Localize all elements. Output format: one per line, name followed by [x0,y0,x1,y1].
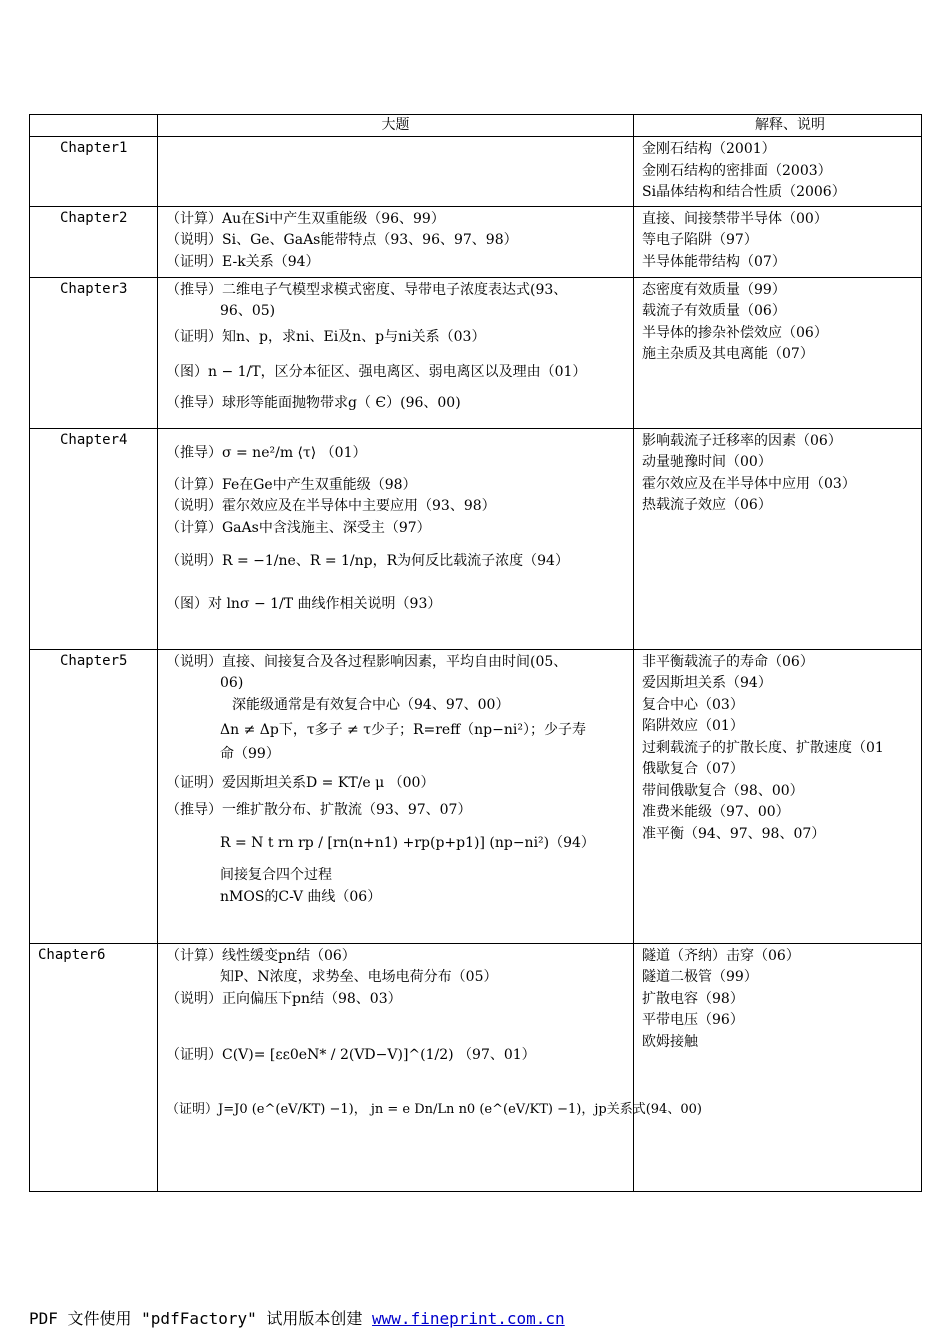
note-item: 隧道二极管（99） [642,969,758,985]
notes-cell [634,137,922,207]
question-item: 命（99） [220,746,280,762]
note-item: 热载流子效应（06） [642,497,772,513]
note-item: 动量驰豫时间（00） [642,454,772,470]
table-row [30,137,922,207]
note-item: 过剩载流子的扩散长度、扩散速度（01 [642,739,884,756]
footer-text: PDF 文件使用 "pdfFactory" 试用版本创建 [29,1309,373,1328]
table-row [30,428,922,649]
question-item: （推导）σ = ne²/m ⟨τ⟩ （01） [166,444,367,461]
chapter-label: Chapter1 [30,137,158,207]
note-item: 态密度有效质量（99） [642,281,786,298]
note-item: 欧姆接触 [642,1033,698,1050]
chapter-label: Chapter2 [30,206,158,277]
chapter-label: Chapter5 [30,649,158,943]
note-item: 直接、间接禁带半导体（00） [642,210,828,227]
note-item: 陷阱效应（01） [642,718,744,734]
main-questions-cell [158,206,634,277]
question-item: （推导）球形等能面抛物带求g（ Є）(96、00) [166,394,461,411]
main-questions-cell [158,649,634,943]
question-item: （说明）直接、间接复合及各过程影响因素，平均自由时间(05、 [166,653,568,670]
note-item: 平带电压（96） [642,1012,744,1028]
question-item: （说明）霍尔效应及在半导体中主要应用（93、98） [166,498,496,514]
note-item: 半导体能带结构（07） [642,253,786,270]
question-item: Δn ≠ Δp下，τ多子 ≠ τ少子；R=reff（np−ni²）；少子寿 [220,722,586,738]
question-item: （计算）Fe在Ge中产生双重能级（98） [166,476,417,493]
exam-topics-table [29,114,922,1192]
question-item: nMOS的C-V 曲线（06） [220,888,382,905]
note-item: 非平衡载流子的寿命（06） [642,653,814,670]
question-item: （图）n − 1/T，区分本征区、强电离区、弱电离区以及理由（01） [166,363,587,380]
note-item: Si晶体结构和结合性质（2006） [642,184,846,200]
chapter-label: Chapter6 [30,943,158,1191]
note-item: 复合中心（03） [642,696,744,713]
question-item: （证明）C(V)= [εε0eN* / 2(VD−V)]^(1/2) （97、01） [166,1047,536,1063]
question-item: （说明）R = −1/ne、R = 1/np，R为何反比载流子浓度（94） [166,553,569,569]
table-row [30,649,922,943]
table-row [30,277,922,428]
header-notes: 解释、说明 [634,115,922,137]
main-questions-cell [158,428,634,649]
header-row [30,115,922,137]
notes-cell [634,428,922,649]
note-item: 等电子陷阱（97） [642,232,758,248]
table-row [30,206,922,277]
main-questions-cell [158,137,634,207]
note-item: 带间俄歇复合（98、00） [642,782,804,799]
question-item: （计算）GaAs中含浅施主、深受主（97） [166,519,431,536]
header-chapter [30,115,158,137]
chapter-label: Chapter3 [30,277,158,428]
note-item: 霍尔效应及在半导体中应用（03） [642,475,856,492]
main-questions-cell [158,277,634,428]
question-item: （推导）二维电子气模型求模式密度、导带电子浓度表达式(93、 [166,281,568,298]
header-main-questions: 大题 [158,115,634,137]
notes-cell [634,943,922,1191]
note-item: 影响载流子迁移率的因素（06） [642,432,842,449]
question-item: 知P、N浓度，求势垒、电场电荷分布（05） [220,969,498,985]
note-item: 俄歇复合（07） [642,761,744,777]
note-item: 金刚石结构（2001） [642,141,776,157]
pdf-footer [29,1306,565,1329]
question-item: 间接复合四个过程 [220,867,332,883]
note-item: 施主杂质及其电离能（07） [642,346,814,362]
notes-cell [634,649,922,943]
note-item: 准费米能级（97、00） [642,804,790,820]
note-item: 隧道（齐纳）击穿（06） [642,947,800,964]
chapter-label: Chapter4 [30,428,158,649]
question-item: （说明）正向偏压下pn结（98、03） [166,990,402,1007]
question-item: （证明）E-k关系（94） [166,253,320,270]
question-item: （计算）Au在Si中产生双重能级（96、99） [166,210,445,227]
note-item: 载流子有效质量（06） [642,303,786,319]
question-item: （证明）爱因斯坦关系D = KT/e μ （00） [166,774,435,791]
note-item: 爱因斯坦关系（94） [642,675,772,691]
question-item: （说明）Si、Ge、GaAs能带特点（93、96、97、98） [166,232,518,248]
notes-cell [634,277,922,428]
table-row [30,943,922,1191]
note-item: 半导体的掺杂补偿效应（06） [642,324,828,341]
question-item: 深能级通常是有效复合中心（94、97、00） [232,696,510,713]
note-item: 准平衡（94、97、98、07） [642,825,826,842]
question-item: （推导）一维扩散分布、扩散流（93、97、07） [166,801,472,818]
question-item: （证明）知n、p，求ni、Ei及n、p与ni关系（03） [166,328,486,345]
question-item: 96、05) [220,303,276,319]
question-item: （计算）线性缓变pn结（06） [166,947,356,964]
question-item: （证明）J=J0 (e^(eV/KT) −1)， jn = e Dn/Ln n0 (e^(eV/KT) −1)，jp关系式(94、00) [166,1102,702,1117]
question-item: 06) [220,675,244,691]
notes-cell [634,206,922,277]
note-item: 金刚石结构的密排面（2003） [642,162,832,179]
footer-link[interactable]: www.fineprint.com.cn [372,1309,565,1328]
question-item: （图）对 lnσ − 1/T 曲线作相关说明（93） [166,596,442,612]
note-item: 扩散电容（98） [642,990,744,1007]
question-item: R = N t rn rp / [rn(n+n1) +rp(p+p1)] (np−ni²)（94） [220,835,595,851]
